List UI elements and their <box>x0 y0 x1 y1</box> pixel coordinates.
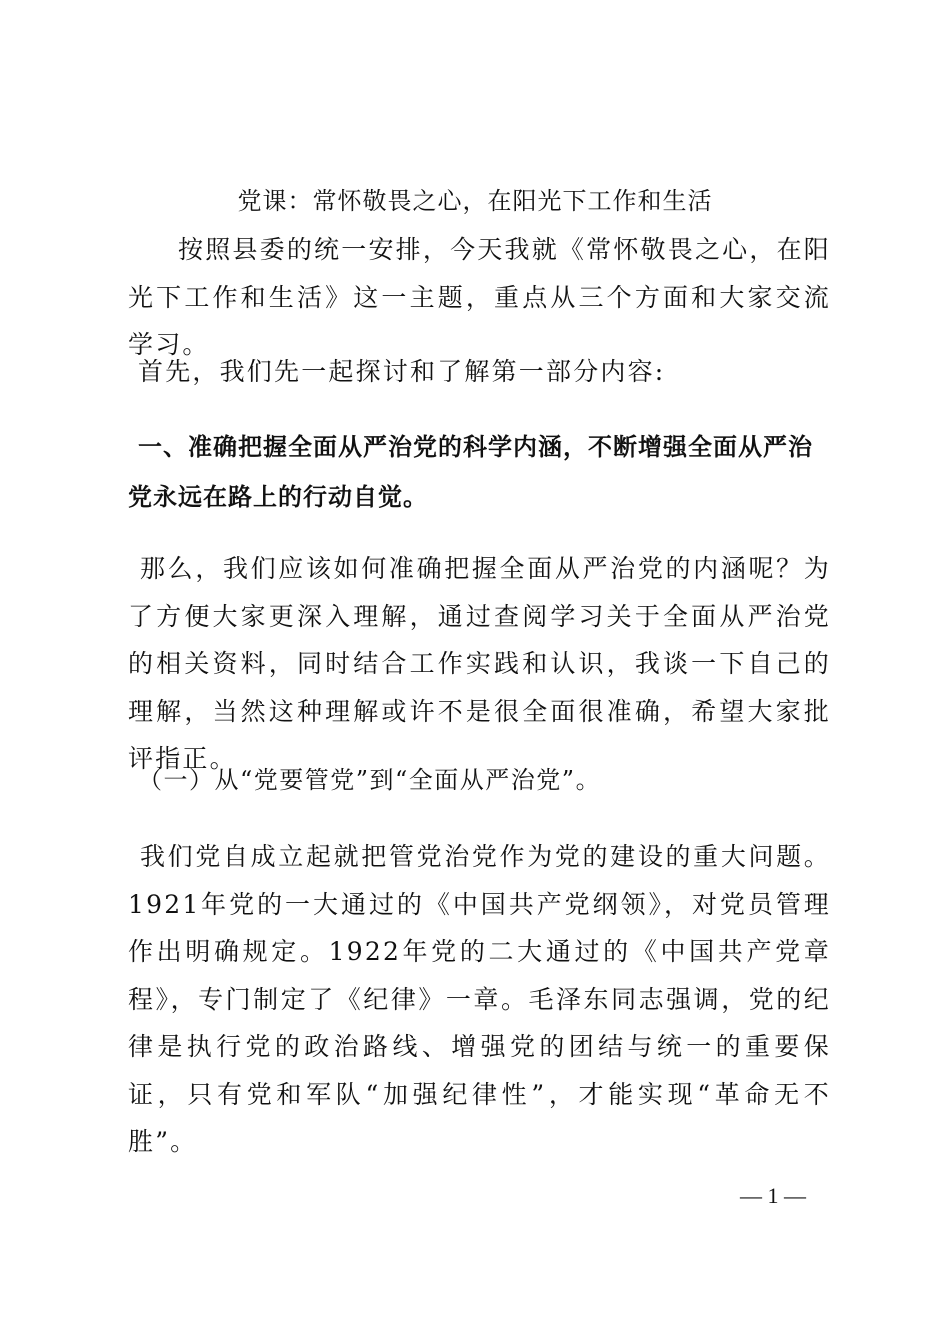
page-number: — 1 — <box>740 1183 806 1208</box>
section-heading-1 <box>128 422 834 522</box>
paragraph-2: 那么，我们应该如何准确把握全面从严治党的内涵呢？为了方便大家更深入理解，通过查阅学习关于全面从严治党的相关资料，同时结合工作实践和认识，我谈一下自己的理解，当然这种理解或许不是很全面很准确，希望大家批评指正。 <box>128 554 831 773</box>
document-title: 党课：常怀敬畏之心，在阳光下工作和生活 <box>237 187 713 215</box>
subheading-1: （一）从“党要管党”到“全面从严治党”。 <box>138 766 602 794</box>
section-heading-1-line2: 党永远在路上的行动自觉。 <box>128 483 428 511</box>
section-heading-1-line1: 一、准确把握全面从严治党的科学内涵，不断增强全面从严治 <box>138 433 813 461</box>
intro-paragraph: 按照县委的统一安排，今天我就《常怀敬畏之心，在阳光下工作和生活》这一主题，重点从三个方面和大家交流学习。 <box>128 235 831 359</box>
paragraph-3: 我们党自成立起就把管党治党作为党的建设的重大问题。1921年党的一大通过的《中国共产党纲领》，对党员管理作出明确规定。1922年党的二大通过的《中国共产党章程》，专门制定了《纪律》一章。毛泽东同志强调，党的纪律是执行党的政治路线、增强党的团结与统一的重要保证，只有党和军队“加强纪律性”，才能实现“革命无不胜”。 <box>128 842 831 1156</box>
first-part-paragraph: 首先，我们先一起探讨和了解第一部分内容: <box>138 357 666 386</box>
